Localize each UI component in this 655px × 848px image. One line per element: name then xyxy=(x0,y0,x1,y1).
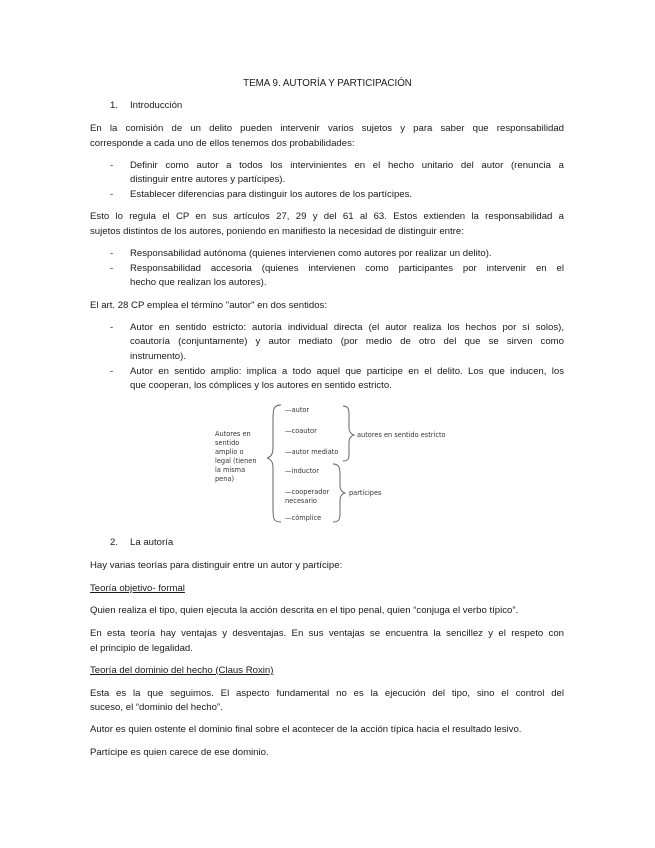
diagram-item-autor: —autor xyxy=(285,406,310,414)
list3-item-2-line-1: Autor en sentido amplio: implica a todo aquel que participe en el delito. Los que inducen, los xyxy=(130,366,564,377)
diagram-left-label-line: Autores en xyxy=(215,430,251,438)
diagram-item-necesario: necesario xyxy=(285,497,317,505)
bullet: - xyxy=(110,366,114,377)
bullet: - xyxy=(110,189,114,200)
bullet: - xyxy=(110,160,114,171)
para2-line-2: sujetos distintos de los autores, poniendo en manifiesto la necesidad de distinguir entre: xyxy=(90,226,464,237)
theory1-text: Quien realiza el tipo, quien ejecuta la acción descrita en el tipo penal, quien “conjuga el verbo típico”. xyxy=(90,605,519,616)
list3-item-1-line-1: Autor en sentido estricto: autoría individual directa (el autor realiza los hechos por sí solos), xyxy=(130,322,564,333)
list2-item-2-line-2: hecho que realizan los autores). xyxy=(130,277,267,288)
theory2-title: Teoría del dominio del hecho (Claus Roxin) xyxy=(90,665,274,676)
diagram-item-complice: —cómplice xyxy=(285,514,322,522)
bullet: - xyxy=(110,248,114,259)
theory2-participant-definition: Partícipe es quien carece de ese dominio. xyxy=(90,747,269,758)
section-2-heading: La autoría xyxy=(130,537,174,548)
diagram-brace-participants xyxy=(333,464,345,522)
diagram-left-label-line: pena) xyxy=(215,475,235,483)
diagram-left-label-line: la misma xyxy=(215,466,246,474)
section-1-heading: Introducción xyxy=(130,100,183,111)
diagram-group-authors-label: autores en sentido estricto xyxy=(357,431,446,439)
diagram-left-label-line: amplio o xyxy=(215,448,244,456)
list3-item-2-line-2: que cooperan, los cómplices y los autores en sentido estricto. xyxy=(130,380,392,391)
diagram-group-participants-label: partícipes xyxy=(349,489,382,497)
bullet: - xyxy=(110,263,114,274)
para3: El art. 28 CP emplea el término "autor" en dos sentidos: xyxy=(90,300,328,311)
section-1-number: 1. xyxy=(110,100,119,111)
theory1-pros-line-2: el principio de legalidad. xyxy=(90,643,193,654)
para2-line-1: Esto lo regula el CP en sus artículos 27, 29 y del 61 al 63. Estos extienden la responsabilidad a xyxy=(90,211,564,222)
diagram-left-brace xyxy=(267,405,281,522)
intro-line-1: En la comisión de un delito pueden intervenir varios sujetos y para saber que responsabilidad xyxy=(90,123,564,134)
diagram-item-inductor: —inductor xyxy=(285,467,319,475)
theory2-author-definition: Autor es quien ostente el dominio final sobre el acontecer de la acción típica hacia el resultado lesivo. xyxy=(90,724,522,735)
diagram-left-label-line: legal (tienen xyxy=(215,457,257,465)
diagram-item-autor-mediato: —autor mediato xyxy=(285,448,339,456)
bullet: - xyxy=(110,322,114,333)
diagram-item-coautor: —coautor xyxy=(285,427,317,435)
list3-item-1-line-2: coautoría (conjuntamente) y autor mediato (por medio de otro del que se sirven como xyxy=(130,336,564,347)
list1-item-2: Establecer diferencias para distinguir los autores de los partícipes. xyxy=(130,189,413,200)
diagram-left-label-line: sentido xyxy=(215,439,240,447)
diagram-brace-authors xyxy=(343,406,354,461)
theory2-line-1: Esta es la que seguimos. El aspecto fundamental no es la ejecución del tipo, sino el control del xyxy=(90,688,564,699)
list2-item-1: Responsabilidad autónoma (quienes intervienen como autores por realizar un delito). xyxy=(130,248,492,259)
theory1-title: Teoría objetivo- formal xyxy=(90,583,185,594)
document-title: TEMA 9. AUTORÍA Y PARTICIPACIÓN xyxy=(243,78,412,89)
list1-item-1-line-2: distinguir entre autores y partícipes). xyxy=(130,174,286,185)
authorship-diagram xyxy=(205,398,460,528)
section-2-number: 2. xyxy=(110,537,119,548)
intro-line-2: corresponde a cada uno de ellos tenemos dos probabilidades: xyxy=(90,138,355,149)
diagram-item-cooperador: —cooperador xyxy=(285,488,330,496)
list3-item-1-line-3: instrumento). xyxy=(130,351,186,362)
theory2-line-2: suceso, el “dominio del hecho”. xyxy=(90,702,223,713)
theory1-pros-line-1: En esta teoría hay ventajas y desventajas. En sus ventajas se encuentra la sencillez y el respeto con xyxy=(90,628,564,639)
list2-item-2-line-1: Responsabilidad accesoria (quienes intervienen como participantes por intervenir en el xyxy=(130,263,564,274)
section2-para1: Hay varias teorías para distinguir entre un autor y partícipe: xyxy=(90,560,343,571)
list1-item-1-line-1: Definir como autor a todos los intervinientes en el hecho unitario del autor (renuncia a xyxy=(130,160,564,171)
